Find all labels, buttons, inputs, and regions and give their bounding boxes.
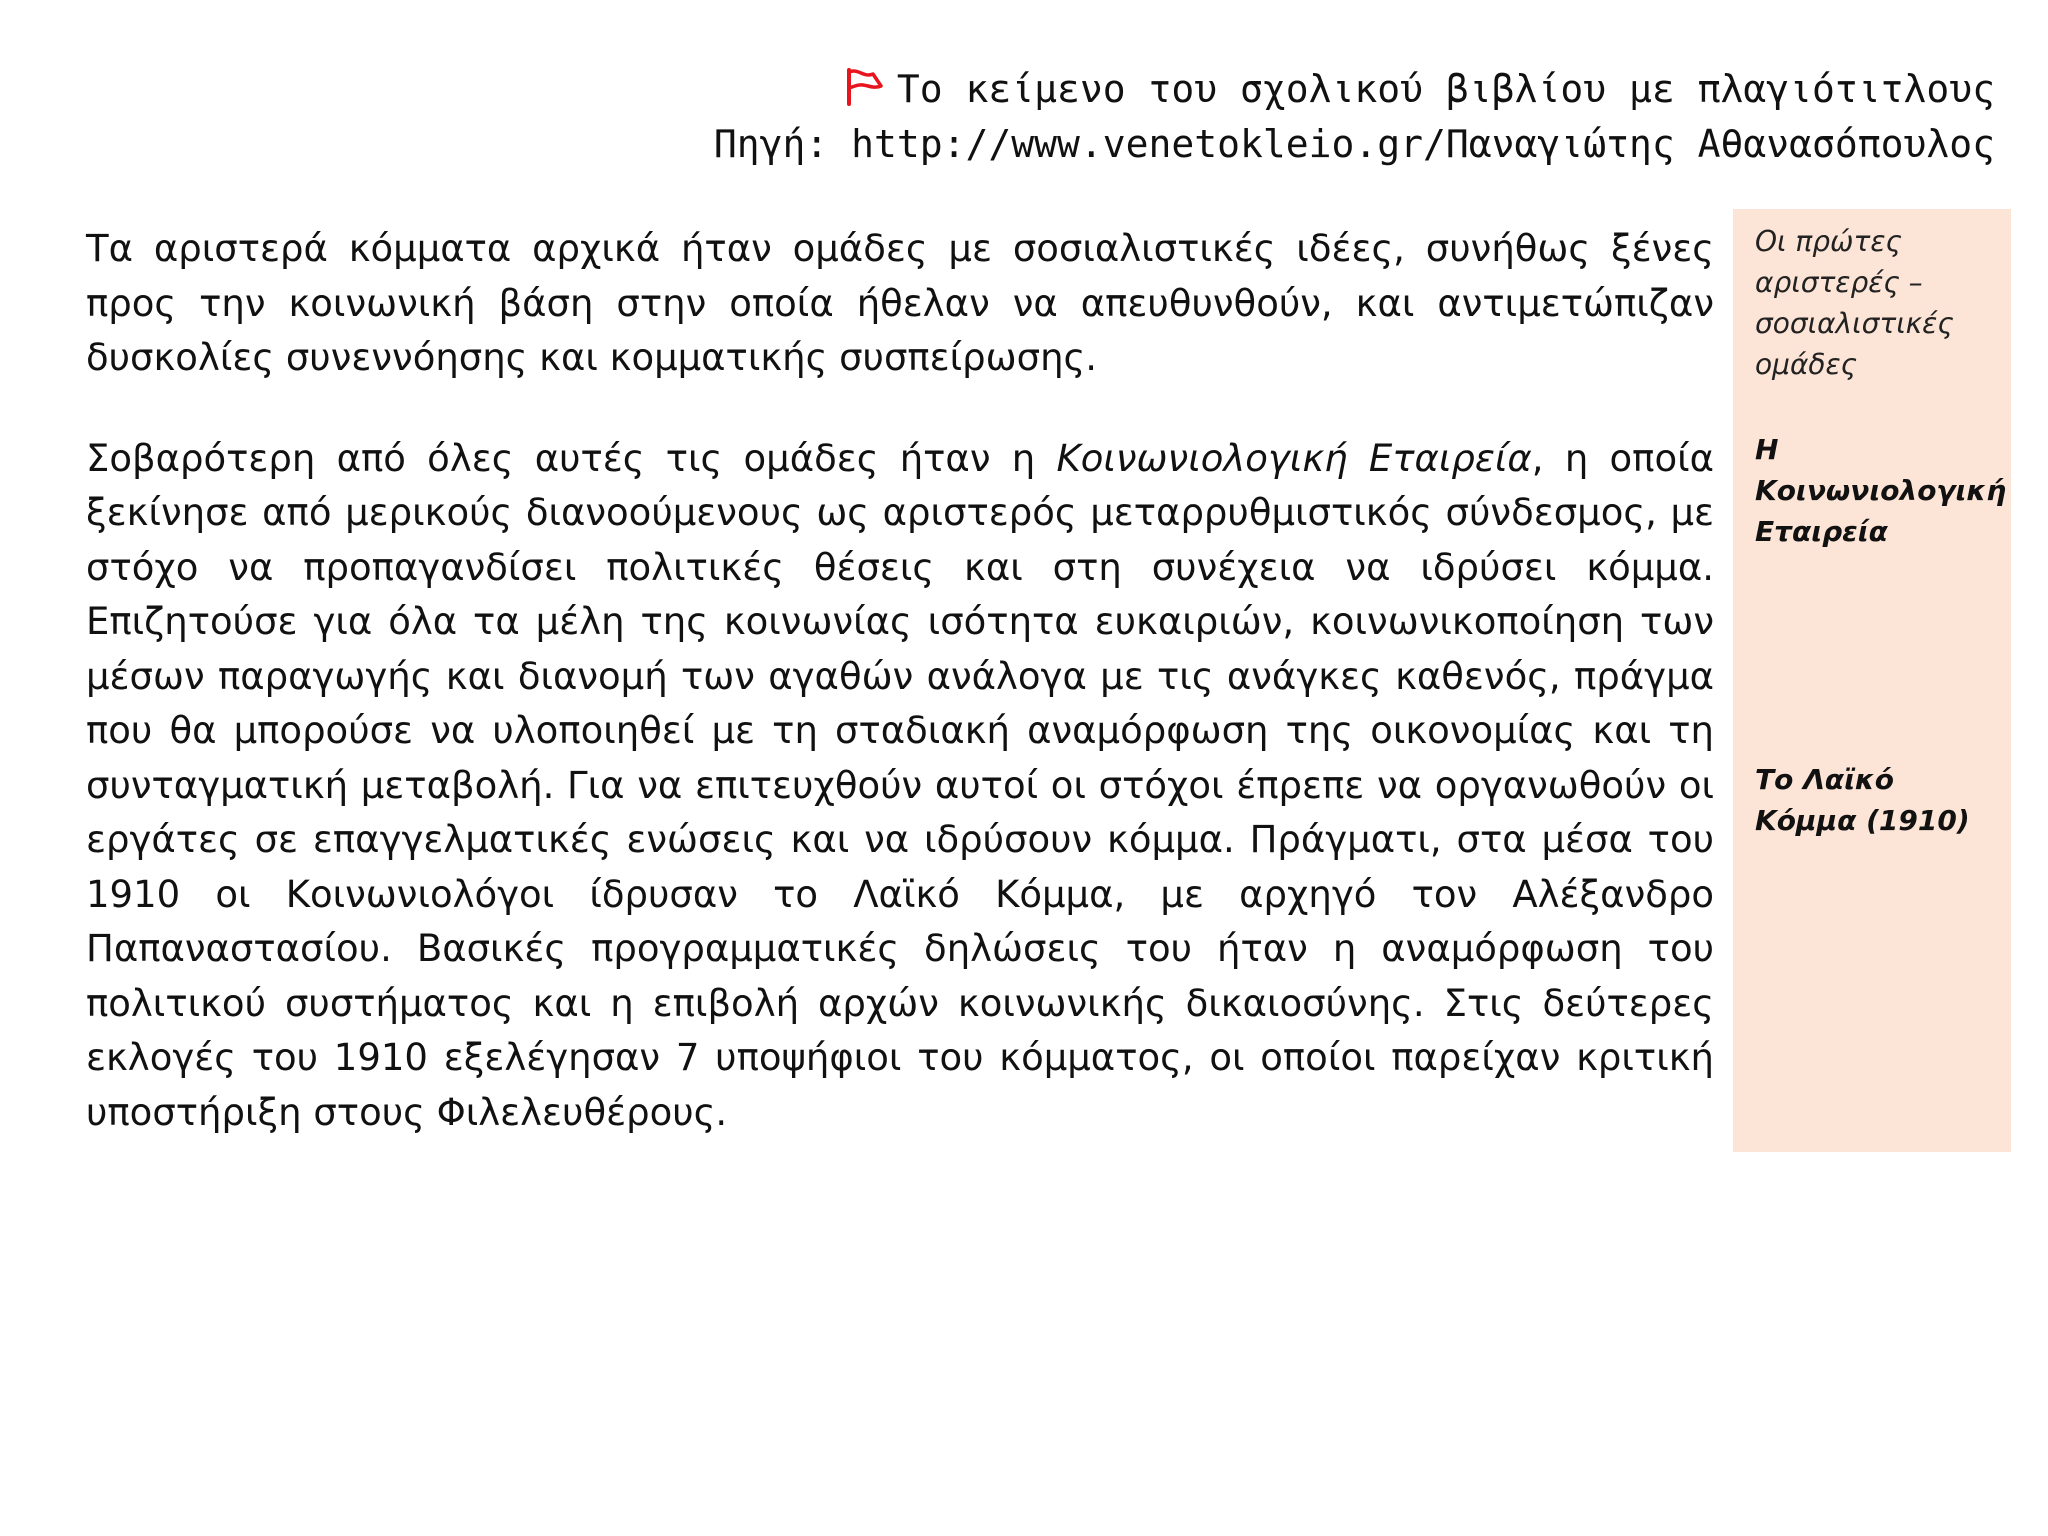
- header-source: Πηγή: http://www.venetokleio.gr/Παναγιώτης Αθανασόπουλος: [713, 122, 1995, 166]
- margin-note-sociological-society: Η Κοινωνιολογική Εταιρεία: [1755, 433, 2007, 548]
- slide-header: [495, 62, 1995, 172]
- margin-notes-panel: [1733, 209, 2011, 1152]
- paragraph-2-rest: , η οποία ξεκίνησε από μερικούς διανοούμενους ως αριστερός μεταρρυθμιστικός σύνδεσμος, με στόχο να προπαγανδίσει πολιτικές θέσεις και στη συνέχεια να ιδρύσει κόμμα. Επιζητούσε για όλα τα μέλη της κοινωνίας ισότητα ευκαιριών, κοινωνικοποίηση των μέσων παραγωγής και διανομή των αγαθών ανάλογα με τις ανάγκες καθενός, πράγμα που θα μπορούσε να υλοποιηθεί με τη σταδιακή αναμόρφωση της οικονομίας και τη συνταγματική μεταβολή. Για να επιτευχθούν αυτοί οι στόχοι έπρεπε να οργανωθούν οι εργάτες σε επαγγελματικές ενώσεις και να ιδρύσουν κόμμα. Πράγματι, στα μέσα του 1910 οι Κοινωνιολόγοι ίδρυσαν το Λαϊκό Κόμμα, με αρχηγό τον Αλέξανδρο Παπαναστασίου. Βασικές προγραμματικές δηλώσεις του ήταν η αναμόρφωση του πολιτικού συστήματος και η επιβολή αρχών κοινωνικής δικαιοσύνης. Στις δεύτερες εκλογές του 1910 εξελέγησαν 7 υποψήφιοι του κόμματος, οι οποίοι παρείχαν κριτική υποστήριξη στους Φιλελευθέρους.: [86, 436, 1714, 1134]
- paragraph-1: Τα αριστερά κόμματα αρχικά ήταν ομάδες με σοσιαλιστικές ιδέες, συνήθως ξένες προς την κοινωνική βάση στην οποία ήθελαν να απευθυνθούν, και αντιμετώπιζαν δυσκολίες συνεννόησης και κομματικής συσπείρωσης.: [86, 227, 1714, 379]
- paragraph-2-start: Σοβαρότερη από όλες αυτές τις ομάδες ήταν η: [86, 436, 1057, 480]
- header-title: Το κείμενο του σχολικού βιβλίου με πλαγιότιτλους: [896, 67, 1995, 111]
- paragraph-2-italic-term: Κοινωνιολογική Εταιρεία: [1056, 436, 1532, 480]
- header-title-line: [495, 62, 1995, 117]
- margin-note-left-groups: Οι πρώτες αριστερές – σοσιαλιστικές ομάδες: [1755, 225, 1954, 381]
- paragraph-2: [86, 432, 1714, 1141]
- margin-note-popular-party: Το Λαϊκό Κόμμα (1910): [1755, 763, 1970, 837]
- main-text: [86, 222, 1714, 1140]
- flag-icon: [843, 66, 887, 106]
